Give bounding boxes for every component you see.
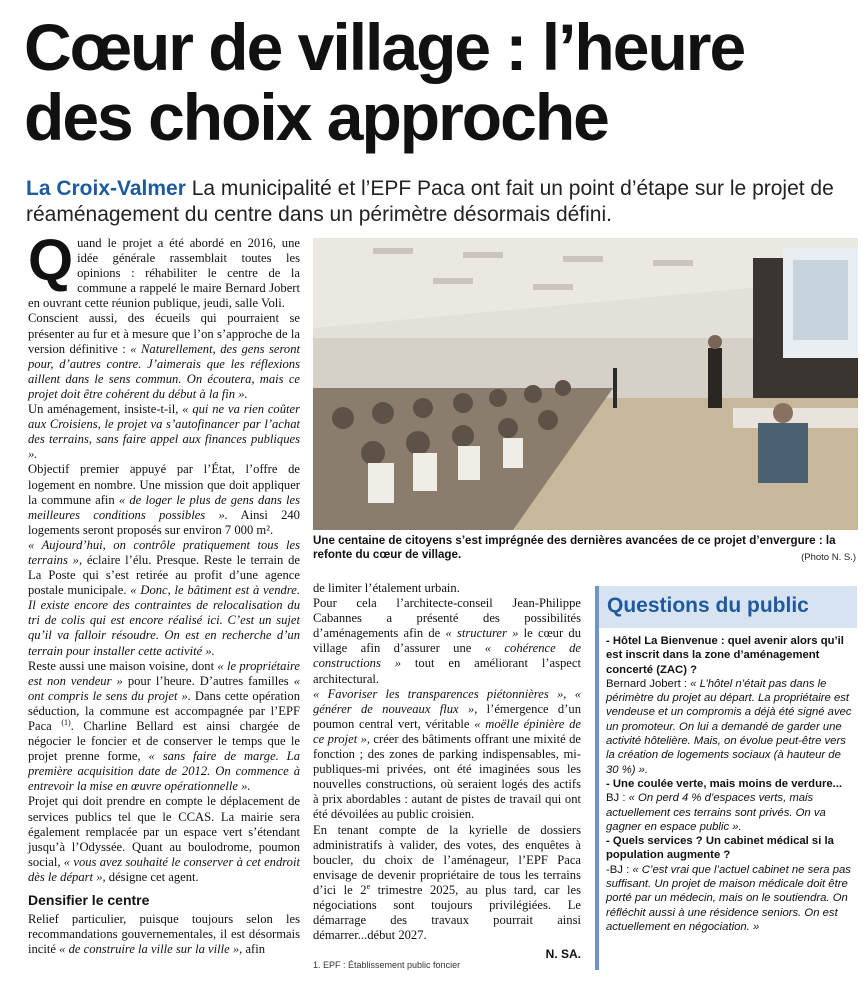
- questions-box: [595, 586, 857, 970]
- article-text: de limiter l’étalement urbain.: [313, 581, 460, 595]
- answer-speaker: -BJ :: [606, 863, 633, 876]
- answer-speaker: BJ :: [606, 792, 629, 805]
- article-text: Conscient aussi, des écueils qui pourraient se présenter au fur et à mesure que l’on s’approche de la version définitive :: [28, 311, 300, 356]
- article-text: trimestre 2025, au plus tard, car les négociations sont toujours privilégiées. Le démarrage des travaux pourrait ainsi démarrer...début 2027.: [313, 882, 582, 943]
- article-text: Relief particulier, puisque toujours selon les recommandations gouvernementales, il est désormais incité: [28, 912, 300, 957]
- question-1: - Hôtel La Bienvenue : quel avenir alors qu’il est inscrit dans la zone d’aménagement concerté (ZAC) ?: [606, 635, 844, 676]
- answer-text: « On perd 4 % d’espaces verts, mais actuellement ces terrains sont privés. On va gagner en espace public ».: [606, 792, 826, 833]
- questions-box-body: [599, 634, 857, 934]
- article-text: , afin: [239, 942, 266, 957]
- footnote-ref: (1): [61, 717, 71, 727]
- article-quote: « qui ne va rien coûter aux Croisiens, le projet va s’autofinancer par l’achat des terrains, sans faire appel aux finances publiques ».: [28, 402, 300, 462]
- article-text: Un aménagement, insiste-t-il,: [28, 402, 183, 417]
- article-paragraph: [28, 402, 300, 462]
- answer-text: « C’est vrai que l’actuel cabinet ne sera pas suffisant. Un projet de maison médicale doit être porté par un médecin, mais on le soutiendra. On réfléchit aussi à une résidence seniors. On est actuellement en négociation. »: [606, 863, 851, 933]
- article-quote: « Donc, le bâtiment est à vendre. Il existe encore des contraintes de relocalisation du tri de colis qui est encore réalisé ici. C’est un sujet qu’il va falloir résoudre. On est en recherche d’un terrain pour installer cette activité ».: [28, 583, 300, 658]
- article-text: , l’émergence d’un poumon central vert, véritable: [313, 701, 581, 731]
- article-quote: « de loger le plus de gens dans les meilleures conditions possibles ».: [28, 492, 300, 522]
- answer-text: « L’hôtel n’était pas dans le périmètre du projet au départ. La propriétaire est vendeuse et un compromis a déjà été signé avec un promoteur. On lui a demandé de garder une activité hôtelière. Mais, on évolue peut-être vers la création de logements sociaux (à hauteur de 30 %) ».: [606, 677, 852, 776]
- footnote: 1. EPF : Établissement public foncier: [313, 960, 461, 970]
- article-paragraph: [28, 794, 300, 885]
- standfirst: [26, 176, 856, 228]
- article-quote: « ont compris le sens du projet ».: [28, 673, 300, 703]
- article-column-1: [28, 228, 301, 957]
- article-text: uand le projet a été abordé en 2016, une idée générale rassemblait toutes les opinions : réhabiliter le centre de la commune a rappelé le maire Bernard Jobert en ouvrant cette réunion publique, jeudi, salle Voli.: [28, 236, 300, 311]
- article-paragraph: [28, 659, 300, 795]
- headline-line-1: Cœur de village : l’heure: [24, 10, 745, 84]
- article-quote: « Naturellement, des gens seront pour, d’autres contre. J’aimerais que les réflexions aillent dans le sens commun. On écoutera, mais ce projet doit être cohérent du début à la fin ».: [28, 341, 301, 401]
- article-paragraph: [28, 462, 300, 537]
- section-subhead: Densifier le centre: [28, 892, 150, 909]
- article-text: Objectif premier appuyé par l’État, l’offre de logement en nombre. Une mission que doit appliquer la commune afin: [28, 462, 300, 507]
- article-text: Reste aussi une maison voisine, dont: [28, 658, 218, 673]
- ordinal-suffix: e: [366, 881, 371, 891]
- photo-caption: Une centaine de citoyens s’est imprégnée des dernières avancées de ce projet d’envergure : la refonte du cœur de village.: [313, 534, 836, 561]
- drop-cap: Q: [28, 228, 74, 293]
- answer-1: [606, 677, 853, 777]
- article-text: Projet qui doit prendre en compte le déplacement de services publics tel que le CCAS. La mairie sera également remplacée par un espace vert s’étendant jusqu’à l’Odyssée. Quant au boulodrome, poumon social,: [28, 794, 300, 869]
- article-quote: « cohérence de constructions »: [313, 641, 581, 671]
- article-quote: « structurer »: [445, 626, 519, 641]
- article-quote: « Aujourd’hui, on contrôle pratiquement tous les terrains »: [28, 537, 300, 567]
- article-text: pour l’heure. D’autres familles: [122, 673, 294, 688]
- answer-2: [606, 791, 853, 834]
- article-paragraph: [28, 228, 300, 311]
- question-2: - Une coulée verte, mais moins de verdure...: [606, 777, 843, 790]
- article-paragraph: [313, 596, 581, 687]
- article-text: le cœur du village afin d’assurer une: [313, 626, 581, 656]
- article-text: tout en améliorant l’aspect architectural.: [313, 656, 581, 686]
- article-paragraph: [28, 311, 300, 402]
- article-column-2: [313, 581, 581, 962]
- headline-line-2: des choix approche: [24, 80, 608, 154]
- article-quote: « vous avez souhaité le conserver à cet endroit dès le départ »: [28, 854, 300, 884]
- answer-speaker: Bernard Jobert :: [606, 677, 691, 690]
- article-quote: « moëlle épinière de ce projet »: [313, 716, 581, 746]
- standfirst-text: La municipalité et l’EPF Paca ont fait un point d’étape sur le projet de réaménagement du centre dans un périmètre désormais défini.: [26, 177, 834, 226]
- question-3: - Quels services ? Un cabinet médical si la population augmente ?: [606, 835, 834, 862]
- article-text: , créer des bâtiments offrant une mixité de fonction ; des zones de parking indispensables, mi-publiques-mi privées, ont été imaginées sous les nouvelles constructions, où seraient logés des actifs à prix abordables : autant de pistes de travail qui ont été dévoilées au public croisien.: [313, 731, 582, 822]
- article-text: , éclaire l’élu. Presque. Reste le terrain de La Poste qui s’est retirée au profit d’une agence postale municipale.: [28, 552, 300, 598]
- article-text: Ainsi 240 logements seront proposés sur environ 7 000 m².: [28, 507, 300, 537]
- article-text: Pour cela l’architecte-conseil Jean-Philippe Cabannes a présenté des possibilités d’aménagements afin de: [313, 596, 581, 641]
- article-text: , désigne cet agent.: [102, 869, 199, 884]
- article-text: Dans cette opération séduction, la commune est accompagnée par l’EPF Paca: [28, 688, 300, 733]
- answer-3: [606, 863, 853, 934]
- author-signature: N. SA.: [545, 947, 581, 962]
- article-quote: « sans faire de marge. La première acquisition date de 2012. On commence à entrevoir la mise en œuvre opérationnelle ».: [28, 749, 300, 794]
- article-text: En tenant compte de la kyrielle de dossiers administratifs à valider, des votes, des enquêtes à boucler, du choix de l’aménageur, l’EPF Paca envisage de devenir propriétaire de tous les terrains d’ici le 2: [313, 822, 581, 897]
- meeting-photo: [313, 238, 858, 530]
- article-paragraph: [313, 687, 581, 823]
- meeting-photo-illustration: [313, 238, 858, 530]
- article-paragraph: [28, 538, 300, 659]
- photo-credit: (Photo N. S.): [801, 552, 856, 563]
- article-paragraph: [28, 912, 300, 957]
- article-quote: « de construire la ville sur la ville »: [59, 942, 240, 957]
- article-paragraph: [313, 581, 581, 596]
- standfirst-place: La Croix-Valmer: [26, 177, 186, 200]
- article-quote: « le propriétaire est non vendeur »: [28, 658, 300, 688]
- article-quote: « Favoriser les transparences piétonnières », « générer de nouveaux flux »: [313, 686, 581, 716]
- article-paragraph: [313, 823, 581, 944]
- questions-box-title: Questions du public: [599, 586, 857, 628]
- headline: [24, 12, 854, 152]
- article-text: . Charline Bellard est ainsi chargée de négocier le foncier et de conserver le temps que le projet prenne forme,: [28, 719, 300, 764]
